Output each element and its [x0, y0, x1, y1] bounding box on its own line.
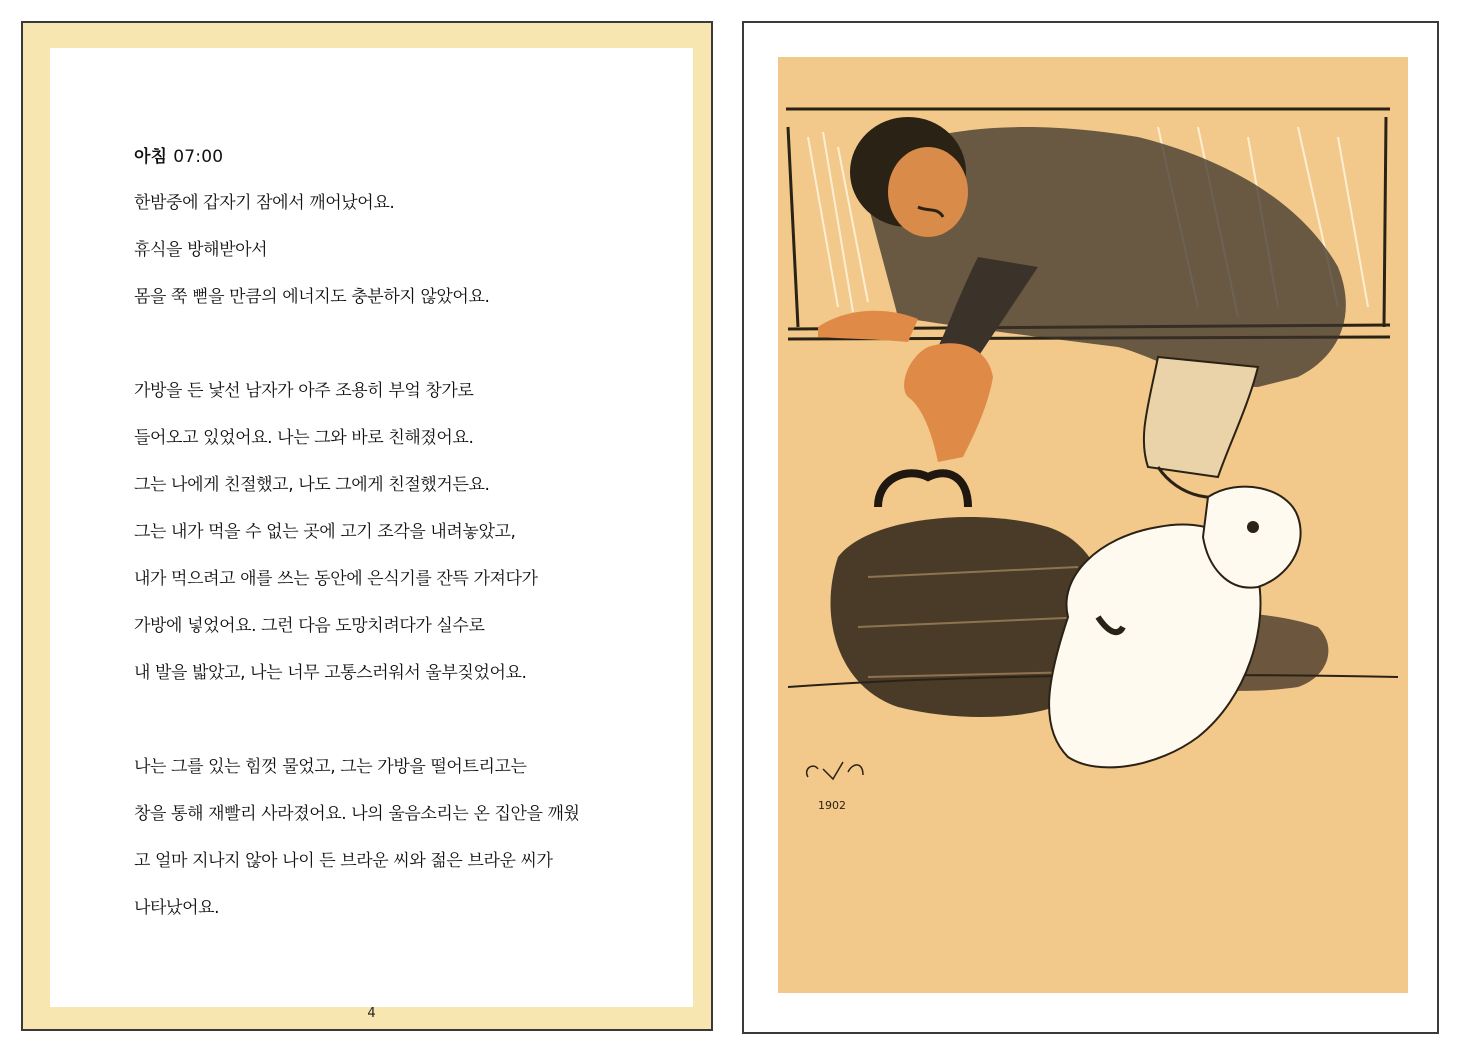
signature-year: 1902: [818, 799, 846, 812]
heading-label: 아침: [134, 147, 168, 167]
section-heading: [134, 142, 223, 167]
text-line: 휴식을 방해받아서: [134, 240, 268, 260]
text-line: 내가 먹으려고 애를 쓰는 동안에 은식기를 잔뜩 가져다가: [134, 569, 538, 589]
text-line: 가방에 넣었어요. 그런 다음 도망치려다가 실수로: [134, 616, 485, 636]
text-line: 창을 통해 재빨리 사라졌어요. 나의 울음소리는 온 집안을 깨웠: [134, 804, 580, 824]
page-number: 4: [367, 1006, 376, 1021]
left-page-content: [50, 48, 693, 1021]
text-line: 고 얼마 지나지 않아 나이 든 브라운 씨와 젊은 브라운 씨가: [134, 851, 553, 871]
text-line: 몸을 쭉 뻗을 만큼의 에너지도 충분하지 않았어요.: [134, 287, 490, 307]
text-line: 한밤중에 갑자기 잠에서 깨어났어요.: [134, 193, 395, 213]
text-line: 나타났어요.: [134, 898, 220, 918]
left-page: [21, 21, 713, 1031]
illustration: [778, 57, 1408, 993]
heading-time: 07:00: [173, 147, 224, 167]
text-line: 들어오고 있었어요. 나는 그와 바로 친해졌어요.: [134, 428, 474, 448]
text-line: 그는 나에게 친절했고, 나도 그에게 친절했거든요.: [134, 475, 490, 495]
text-line: 가방을 든 낯선 남자가 아주 조용히 부엌 창가로: [134, 381, 474, 401]
right-page: [742, 21, 1439, 1034]
text-line: 그는 내가 먹을 수 없는 곳에 고기 조각을 내려놓았고,: [134, 522, 516, 542]
text-line: 내 발을 밟았고, 나는 너무 고통스러워서 울부짖었어요.: [134, 663, 527, 683]
artist-signature: [807, 762, 863, 779]
text-line: 나는 그를 있는 힘껏 물었고, 그는 가방을 떨어트리고는: [134, 757, 527, 777]
illustration-drawing: [778, 57, 1408, 993]
